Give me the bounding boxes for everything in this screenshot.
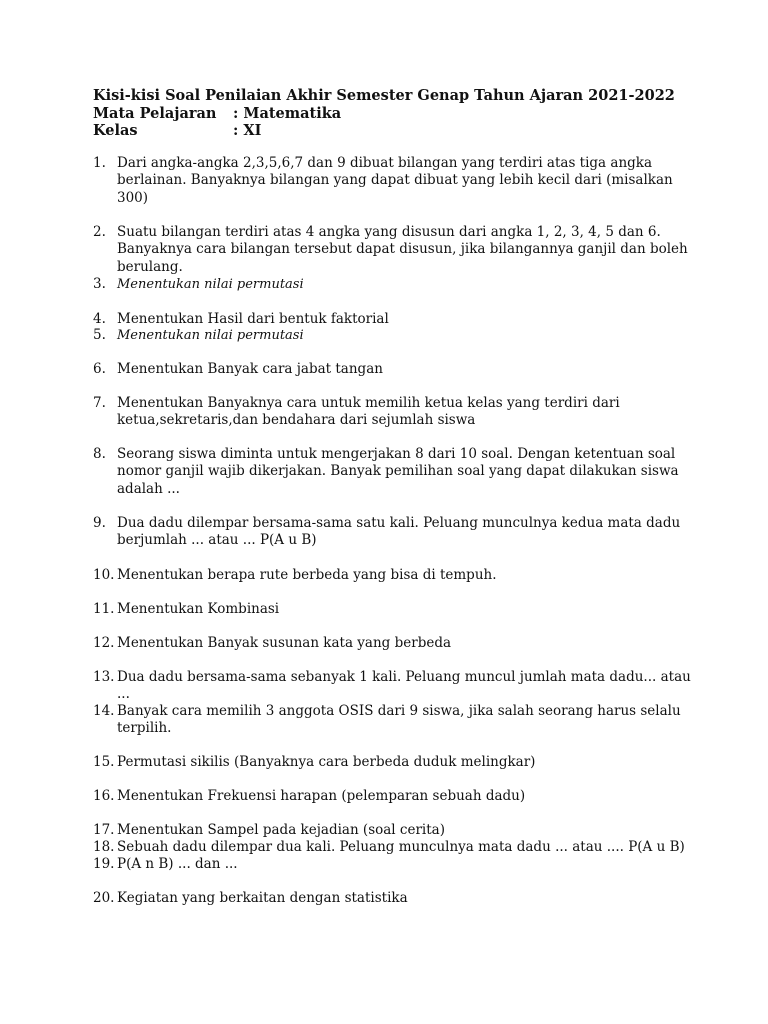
item-text: Menentukan Frekuensi harapan (pelemparan sebuah dadu) (117, 788, 526, 804)
item-text: Menentukan Kombinasi (117, 601, 280, 617)
class-row (93, 122, 675, 140)
item-text: Menentukan nilai permutasi (117, 277, 304, 292)
item-text: Menentukan Banyak cara jabat tangan (117, 361, 383, 377)
subject-label: Mata Pelajaran (93, 104, 217, 122)
item-text: Menentukan nilai permutasi (117, 328, 304, 343)
item-text: Dua dadu dilempar bersama-sama satu kali. Peluang munculnya kedua mata dadu berjumlah ... atau ... P(A u B) (117, 515, 681, 549)
item-number: 5. (93, 327, 106, 343)
list-item (93, 703, 693, 738)
item-number: 4. (93, 311, 106, 327)
item-text: Suatu bilangan terdiri atas 4 angka yang disusun dari angka 1, 2, 3, 4, 5 dan 6. Banyaknya cara bilangan tersebut dapat disusun, jika bilangannya ganjil dan boleh berulang. (117, 224, 688, 275)
item-number: 2. (93, 224, 106, 240)
item-text: Seorang siswa diminta untuk mengerjakan 8 dari 10 soal. Dengan ketentuan soal nomor ganjil wajib dikerjakan. Banyak pemilihan soal yang dapat dilakukan siswa adalah ... (117, 446, 679, 497)
item-number: 3. (93, 276, 106, 292)
subject-value: : Matematika (233, 104, 342, 122)
list-item (93, 224, 693, 276)
list-item (93, 788, 693, 805)
item-number: 15. (93, 754, 115, 770)
class-label: Kelas (93, 122, 138, 139)
item-text: Permutasi sikilis (Banyaknya cara berbeda duduk melingkar) (117, 754, 536, 770)
item-number: 12. (93, 635, 115, 651)
item-text: Banyak cara memilih 3 anggota OSIS dari 9 siswa, jika salah seorang harus selalu terpilih. (117, 703, 681, 737)
item-number: 11. (93, 601, 115, 617)
list-item (93, 754, 693, 771)
item-text: Kegiatan yang berkaitan dengan statistika (117, 890, 408, 906)
item-text: P(A n B) ... dan ... (117, 856, 238, 872)
list-item (93, 839, 693, 856)
item-number: 14. (93, 703, 115, 719)
item-text: Dari angka-angka 2,3,5,6,7 dan 9 dibuat bilangan yang terdiri atas tiga angka berlainan. Banyaknya bilangan yang dapat dibuat yang lebih kecil dari (misalkan 300) (117, 155, 673, 206)
item-number: 17. (93, 822, 115, 838)
item-number: 8. (93, 446, 106, 462)
list-item (93, 890, 693, 907)
item-number: 7. (93, 395, 106, 411)
item-text: Sebuah dadu dilempar dua kali. Peluang munculnya mata dadu ... atau .... P(A u B) (117, 839, 685, 855)
list-item (93, 635, 693, 652)
list-item (93, 856, 693, 873)
item-text: Menentukan Banyak susunan kata yang berbeda (117, 635, 452, 651)
item-number: 1. (93, 155, 106, 171)
item-text: Menentukan Hasil dari bentuk faktorial (117, 311, 389, 327)
list-item (93, 311, 693, 328)
item-text: Menentukan Sampel pada kejadian (soal cerita) (117, 822, 445, 838)
list-item (93, 446, 693, 498)
list-item (93, 395, 693, 430)
list-item (93, 361, 693, 378)
item-number: 16. (93, 788, 115, 804)
list-item (93, 669, 693, 704)
item-text: Dua dadu bersama-sama sebanyak 1 kali. Peluang muncul jumlah mata dadu... atau ... (117, 669, 691, 703)
item-number: 19. (93, 856, 115, 872)
item-number: 13. (93, 669, 115, 685)
list-item (93, 822, 693, 839)
subject-row (93, 105, 675, 123)
item-number: 18. (93, 839, 115, 855)
document-title: Kisi-kisi Soal Penilaian Akhir Semester Genap Tahun Ajaran 2021-2022 (93, 87, 675, 104)
item-number: 20. (93, 890, 115, 906)
item-number: 10. (93, 567, 115, 583)
list-item (93, 601, 693, 618)
list-item (93, 515, 693, 550)
list-item (93, 327, 693, 344)
list-item (93, 276, 693, 293)
list-item (93, 567, 693, 584)
item-text: Menentukan Banyaknya cara untuk memilih ketua kelas yang terdiri dari ketua,sekretaris,dan bendahara dari sejumlah siswa (117, 395, 620, 429)
class-value: : XI (233, 122, 262, 139)
item-number: 9. (93, 515, 106, 531)
list-item (93, 155, 693, 207)
document-header (93, 87, 675, 140)
item-number: 6. (93, 361, 106, 377)
item-text: Menentukan berapa rute berbeda yang bisa di tempuh. (117, 567, 497, 583)
